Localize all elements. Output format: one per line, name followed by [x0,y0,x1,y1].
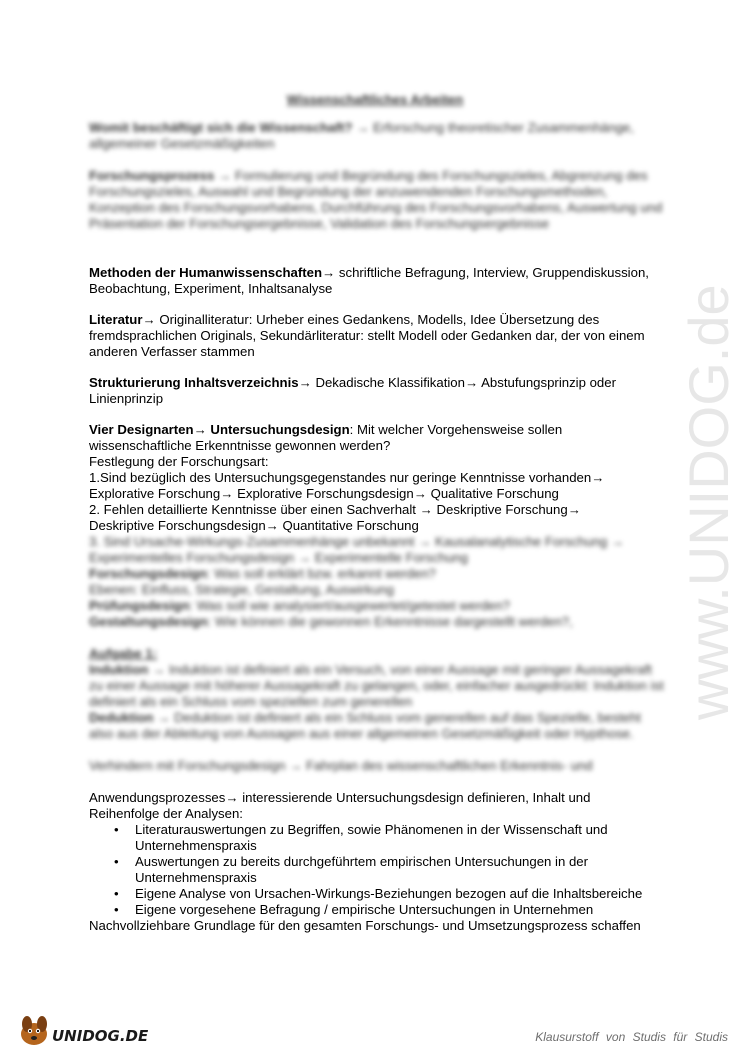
forschungsprozess-label: Forschungsprozess [89,168,215,183]
list-item: • Eigene Analyse von Ursachen-Wirkungs-Beziehungen bezogen auf die Inhaltsbereiche [135,886,664,902]
footer-tagline: Klausurstoff von Studis für Studis [535,1030,728,1044]
induktion-text: → Induktion ist definiert als ein Versuch, von einer Aussage mit geringer Aussagekraft zu einer Aussage mit höherer Aussagekraft zu gelangen, oder, einfacher ausgedrückt: Induktion ist definiert als ein Schluss vom speziellen zum generellen [89,662,664,709]
gestaltungsdesign-text: : Wie können die gewonnen Erkenntnisse dargestellt werden?, [207,614,573,629]
anwendung-paragraph [89,790,664,822]
struktur-text-1: Dekadische Klassifikation [311,375,465,390]
struktur-paragraph [89,375,664,407]
literatur-text: Originalliteratur: Urheber eines Gedankens, Modells, Idee Übersetzung des fremdsprachlichen Originals, Sekundärliteratur: stellt Modell oder Gedanken dar, der von einem anderen Verfasser stammen [89,312,645,359]
point-1-design: Explorative Forschungsdesign [233,486,414,501]
list-item: • Eigene vorgesehene Befragung / empirische Untersuchungen in Unternehmen [135,902,664,918]
question-answer: → Erforschung theoretischer Zusammenhänge, allgemeiner Gesetzmäßigkeiten [89,120,634,151]
induktion-label: Induktion [89,662,149,677]
methoden-label: Methoden der Humanwissenschaften [89,265,323,280]
arrow-icon: → [419,502,433,517]
arrow-icon: → [322,265,336,280]
aufgabe-label: Aufgabe 1: [89,646,158,661]
anwendung-text-1: Anwendungsprozesses [89,790,226,805]
analysis-list-block [89,822,664,934]
arrow-icon: → [265,518,279,533]
point-2-result: Quantitative Forschung [278,518,419,533]
point-1-forschung: Explorative Forschung [89,486,221,501]
forschungsdesign-label: Forschungsdesign [89,566,207,581]
deduktion-label: Deduktion [89,710,154,725]
anwendung-text-2: interessierende Untersuchungsdesign definieren, Inhalt und Reihenfolge der Analysen: [89,790,591,821]
designarten-paragraph [89,422,664,534]
point-3-text: 3. Sind Ursache-Wirkungs-Zusammenhänge unbekannt → Kausalanalytische Forschung → Experimentelles Forschungsdesign → Experimentelle Forschung [89,534,625,565]
arrow-icon: → [464,375,479,390]
methoden-paragraph [89,265,664,297]
arrow-icon: → [220,486,234,501]
closing-text: Nachvollziehbare Grundlage für den gesamten Forschungs- und Umsetzungsprozess schaffen [89,918,641,933]
blurred-middle [89,534,664,774]
arrow-icon: → [591,470,605,485]
pruefungsdesign-text: : Was soll wie analysiert/ausgewertet/getestet werden? [189,598,510,613]
pruefungsdesign-label: Prüfungsdesign [89,598,190,613]
dog-mascot-icon [14,1010,154,1050]
deduktion-text: → Deduktion ist definiert als ein Schluss vom generellen auf das Spezielle, besteht also aus der Ableitung von Aussagen aus einer allgemeinen Gesetzmäßigkeit oder Hypthose. [89,710,641,741]
untersuchungsdesign-label: Untersuchungsdesign [206,422,350,437]
logo-text: UNIDOG.DE [52,1027,149,1045]
question-label: Womit beschäftigt sich die Wissenschaft? [89,120,353,135]
analysis-list [89,822,664,918]
forschungsart-line: Festlegung der Forschungsart: [89,454,269,469]
ebenen-line: Ebenen: Einfluss, Strategie, Gestaltung, Auswirkung [89,582,394,597]
verhindern-line: Verhindern mit Forschungsdesign → Fahrplan des wissenschaftlichen Erkenntnis- und [89,758,593,773]
point-2-design: Deskriptive Forschungsdesign [89,518,266,533]
list-item: • Literaturauswertungen zu Begriffen, sowie Phänomenen in der Wissenschaft und Unternehmenspraxis [135,822,664,854]
gestaltungsdesign-label: Gestaltungsdesign [89,614,208,629]
document-title: Wissenschaftliches Arbeiten [286,92,464,107]
point-1-text: 1.Sind bezüglich des Untersuchungsgegenstandes nur geringe Kenntnisse vorhanden [89,470,592,485]
methoden-text: schriftliche Befragung, Interview, Gruppendiskussion, Beobachtung, Experiment, Inhaltsanalyse [89,265,649,296]
watermark-text: www.UNIDOG.de [677,284,740,720]
list-item: • Auswertungen zu bereits durchgeführtem empirischen Untersuchungen in der Unternehmenspraxis [135,854,664,886]
arrow-icon: → [193,422,207,437]
point-2-text: 2. Fehlen detaillierte Kenntnisse über einen Sachverhalt [89,502,420,517]
literatur-paragraph [89,312,664,360]
arrow-icon: → [413,486,427,501]
watermark [668,270,750,730]
designarten-text: : Mit welcher Vorgehensweise sollen wissenschaftliche Erkenntnisse gewonnen werden? [89,422,563,453]
designarten-label: Vier Designarten [89,422,194,437]
forschungsprozess-text: → Formulierung und Begründung des Forschungszieles, Abgrenzung des Forschungszieles, Auswahl und Begründung der anzuwendenden Forschungsmethoden, Konzeption des Forschungsvorhabens, Durchführung des Forschungsvorhabens, Auswertung und Präsentation der Forschungsergebnisse, Validation des Forschungsergebnisse [89,168,663,231]
forschungsdesign-text: : Was soll erklärt bzw. erkannt werden? [206,566,436,581]
literatur-label: Literatur [89,312,143,327]
struktur-text-2: Abstufungsprinzip oder Linienprinzip [89,375,616,406]
blurred-intro-2 [89,168,664,232]
point-2-forschung: Deskriptive Forschung [432,502,568,517]
struktur-label: Strukturierung Inhaltsverzeichnis [89,375,299,390]
point-1-result: Qualitative Forschung [426,486,559,501]
arrow-icon: → [225,790,239,805]
arrow-icon: → [142,312,156,327]
arrow-icon: → [298,375,312,390]
arrow-icon: → [567,502,581,517]
blurred-intro-1 [89,120,664,152]
unidog-logo [14,1010,154,1050]
